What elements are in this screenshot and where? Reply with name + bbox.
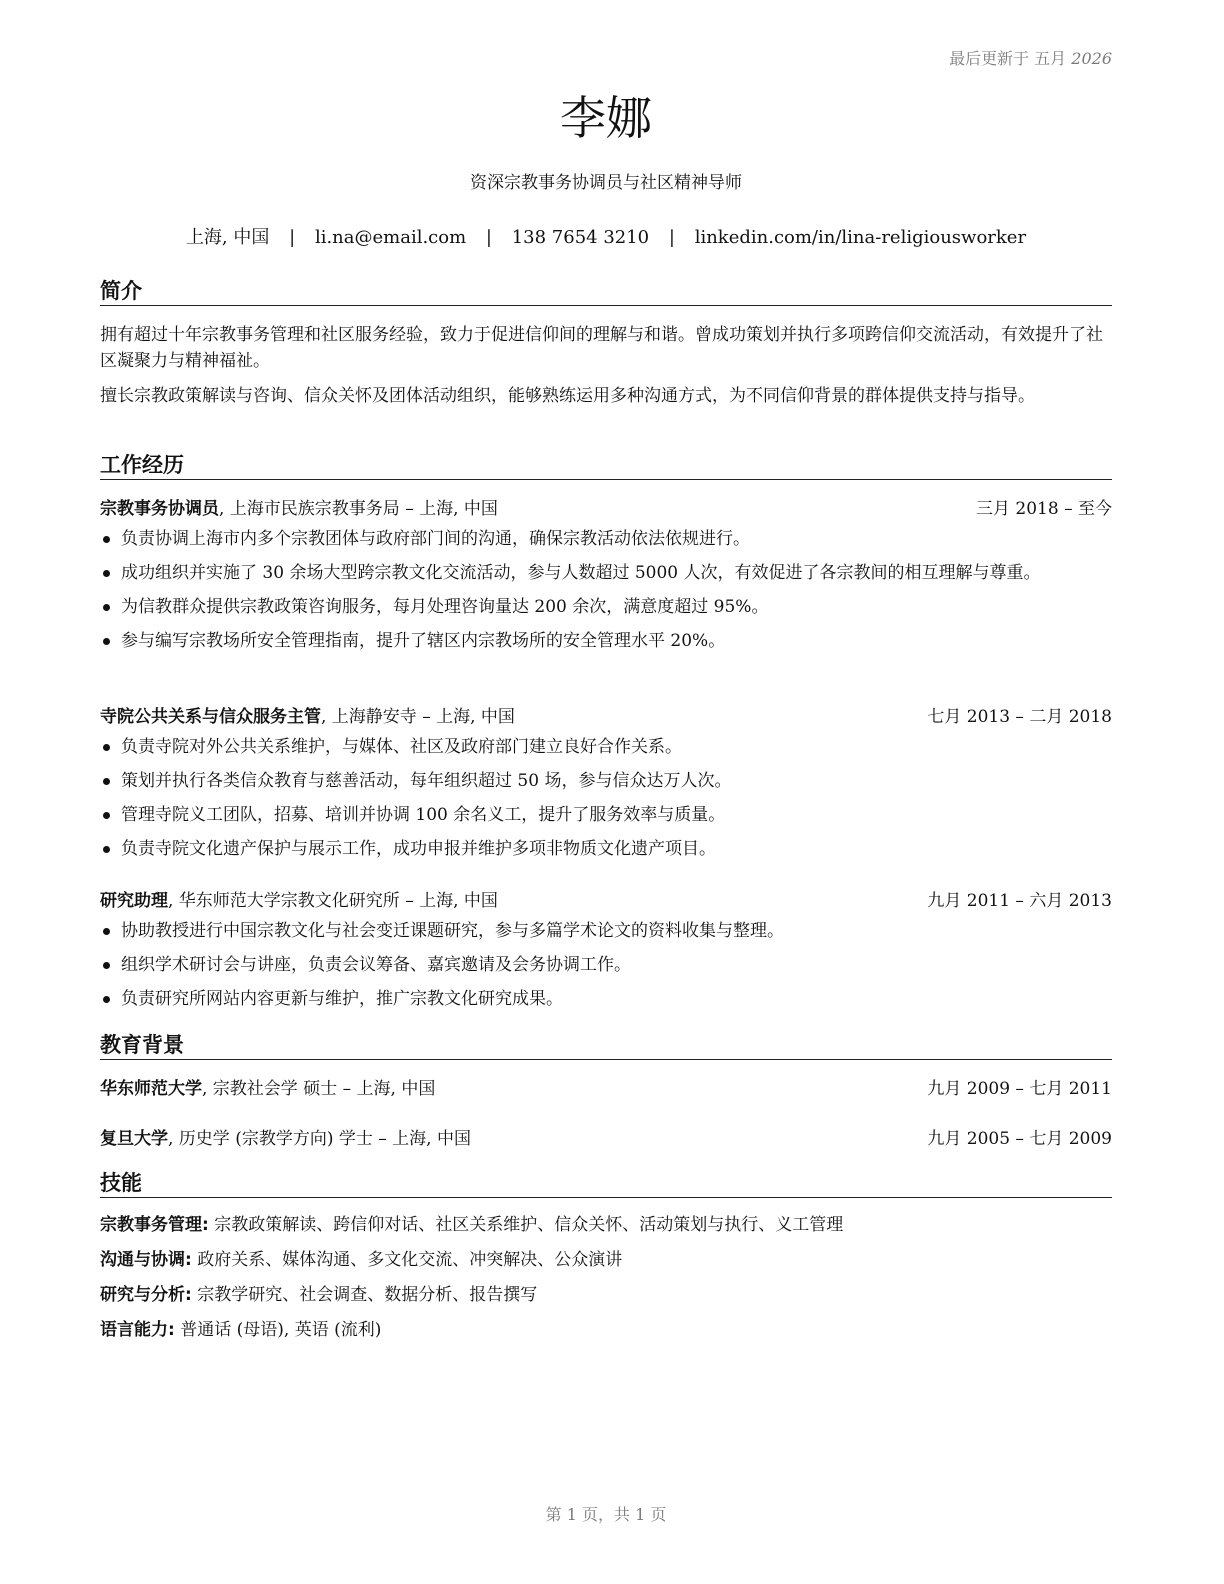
candidate-tagline: 资深宗教事务协调员与社区精神导师 — [470, 173, 742, 193]
job-role: 宗教事务协调员 — [100, 499, 219, 519]
contact-line — [100, 225, 1112, 251]
contact-location: 上海, 中国 — [185, 227, 270, 248]
summary-paragraph: 拥有超过十年宗教事务管理和社区服务经验，致力于促进信仰间的理解与和谐。曾成功策划并执行多项跨信仰交流活动，有效提升了社区凝聚力与精神福祉。 — [100, 325, 1103, 371]
last-updated-label: 最后更新于 五月 — [949, 49, 1067, 68]
list-item: 管理寺院义工团队，招募、培训并协调 100 余名义工，提升了服务效率与质量。 — [100, 802, 1112, 828]
skill-label: 研究与分析: — [100, 1285, 192, 1305]
skill-value: 宗教政策解读、跨信仰对话、社区关系维护、信众关怀、活动策划与执行、义工管理 — [208, 1215, 844, 1235]
job-org: , 上海静安寺 – 上海, 中国 — [321, 707, 515, 727]
skill-row — [100, 1283, 1112, 1307]
last-updated-year: 2026 — [1071, 49, 1112, 68]
job-bullets — [100, 526, 1112, 662]
job-date: 七月 2013 – 二月 2018 — [927, 707, 1112, 727]
contact-separator: | — [485, 227, 492, 248]
job-header — [100, 889, 1112, 913]
contact-separator: | — [668, 227, 675, 248]
last-updated — [949, 46, 1112, 69]
skill-value: 普通话 (母语), 英语 (流利) — [174, 1320, 382, 1340]
section-title-education: 教育背景 — [100, 1032, 1112, 1060]
job-date: 三月 2018 – 至今 — [976, 499, 1112, 519]
list-item: 成功组织并实施了 30 余场大型跨宗教文化交流活动，参与人数超过 5000 人次，有效促进了各宗教间的相互理解与尊重。 — [100, 560, 1112, 586]
education-date: 九月 2009 – 七月 2011 — [927, 1079, 1112, 1099]
contact-linkedin-link[interactable]: linkedin.com/in/lina-religiousworker — [694, 227, 1027, 248]
skill-label: 语言能力: — [100, 1320, 175, 1340]
education-school: 复旦大学 — [100, 1129, 168, 1149]
education-entry — [100, 1127, 1112, 1151]
job-role: 寺院公共关系与信众服务主管 — [100, 707, 321, 727]
contact-separator: | — [289, 227, 296, 248]
list-item: 负责寺院文化遗产保护与展示工作，成功申报并维护多项非物质文化遗产项目。 — [100, 836, 1112, 862]
job-bullets — [100, 734, 1112, 870]
skill-value: 宗教学研究、社会调查、数据分析、报告撰写 — [191, 1285, 538, 1305]
section-title-experience: 工作经历 — [100, 452, 1112, 480]
contact-email-link[interactable]: li.na@email.com — [314, 227, 467, 248]
education-entry — [100, 1077, 1112, 1101]
skill-label: 宗教事务管理: — [100, 1215, 209, 1235]
list-item: 负责协调上海市内多个宗教团体与政府部门间的沟通，确保宗教活动依法依规进行。 — [100, 526, 1112, 552]
list-item: 负责寺院对外公共关系维护，与媒体、社区及政府部门建立良好合作关系。 — [100, 734, 1112, 760]
candidate-name: 李娜 — [560, 91, 652, 145]
section-title-summary: 简介 — [100, 278, 1112, 306]
list-item: 参与编写宗教场所安全管理指南，提升了辖区内宗教场所的安全管理水平 20%。 — [100, 628, 1112, 654]
skill-row — [100, 1213, 1112, 1237]
list-item: 组织学术研讨会与讲座，负责会议筹备、嘉宾邀请及会务协调工作。 — [100, 952, 1112, 978]
job-org: , 上海市民族宗教事务局 – 上海, 中国 — [219, 499, 498, 519]
list-item: 为信教群众提供宗教政策咨询服务，每月处理咨询量达 200 余次，满意度超过 95%。 — [100, 594, 1112, 620]
section-title-skills: 技能 — [100, 1170, 1112, 1198]
skill-label: 沟通与协调: — [100, 1250, 192, 1270]
education-detail: , 历史学 (宗教学方向) 学士 – 上海, 中国 — [168, 1129, 471, 1149]
education-detail: , 宗教社会学 硕士 – 上海, 中国 — [202, 1079, 436, 1099]
skill-row — [100, 1318, 1112, 1342]
education-school: 华东师范大学 — [100, 1079, 202, 1099]
list-item: 负责研究所网站内容更新与维护，推广宗教文化研究成果。 — [100, 986, 1112, 1012]
job-header — [100, 705, 1112, 729]
job-date: 九月 2011 – 六月 2013 — [927, 891, 1112, 911]
job-org: , 华东师范大学宗教文化研究所 – 上海, 中国 — [168, 891, 498, 911]
job-header — [100, 497, 1112, 521]
contact-phone: 138 7654 3210 — [511, 227, 650, 248]
page-number: 第 1 页，共 1 页 — [545, 1505, 667, 1524]
skill-row — [100, 1248, 1112, 1272]
resume-page — [100, 0, 1112, 1584]
skill-value: 政府关系、媒体沟通、多文化交流、冲突解决、公众演讲 — [191, 1250, 623, 1270]
list-item: 协助教授进行中国宗教文化与社会变迁课题研究，参与多篇学术论文的资料收集与整理。 — [100, 918, 1112, 944]
job-role: 研究助理 — [100, 891, 168, 911]
job-bullets — [100, 918, 1112, 1020]
list-item: 策划并执行各类信众教育与慈善活动，每年组织超过 50 场，参与信众达万人次。 — [100, 768, 1112, 794]
summary-paragraph: 擅长宗教政策解读与咨询、信众关怀及团体活动组织，能够熟练运用多种沟通方式，为不同信仰背景的群体提供支持与指导。 — [100, 386, 1035, 406]
education-date: 九月 2005 – 七月 2009 — [927, 1129, 1112, 1149]
